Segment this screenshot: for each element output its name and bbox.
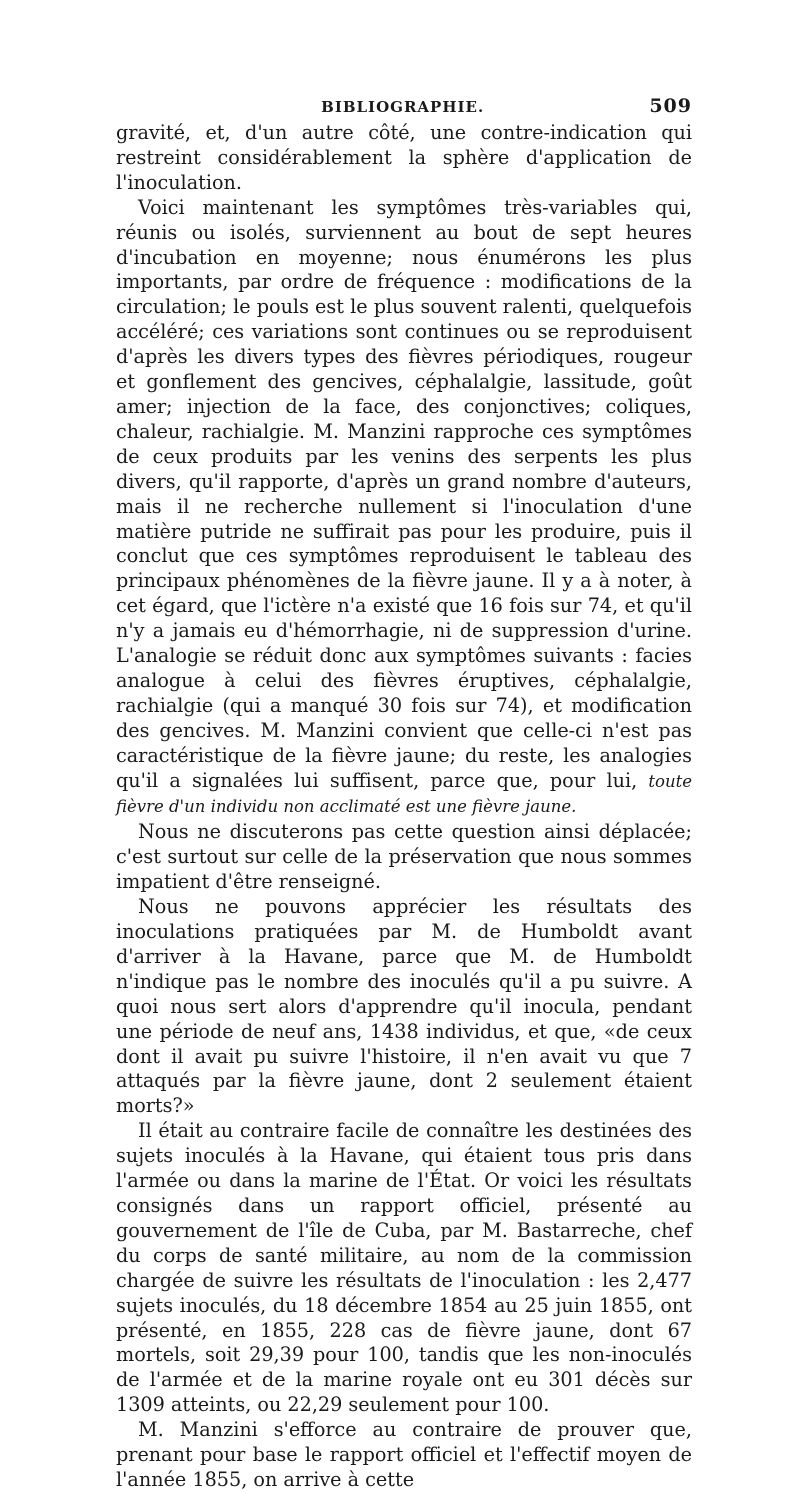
paragraph-4: Nous ne pouvons apprécier les résultats des inoculations pratiquées par M. de Humboldt avant d'arriver à la Havane, parce que M. de Humboldt n'indique pas le nombre des inoculés qu'il a pu suivre. A quoi nous sert alors d'apprendre qu'il inocula, pendant une période de neuf ans, 1438 individus, et que, «de ceux dont il avait pu suivre l'histoire, il n'en avait vu que 7 attaqués par la fièvre jaune, dont 2 seulement étaient morts?» bbox=[116, 895, 692, 1118]
paragraph-2-text: Voici maintenant les symptômes très-variables qui, réunis ou isolés, surviennent au bout de sept heures d'incubation en moyenne; nous énumérons les plus importants, par ordre de fréquence : modifications de la circulation; le pouls est le plus souvent ralenti, quelquefois accéléré; ces variations sont continues ou se reproduisent d'après les divers types des fièvres périodiques, rougeur et gonflement des gencives, céphalalgie, lassitude, goût amer; injection de la face, des conjonctives; coliques, chaleur, rachialgie. M. Manzini rapproche ces symptômes de ceux produits par les venins des serpents les plus divers, qu'il rapporte, d'après un grand nombre d'auteurs, mais il ne recherche nullement si l'inoculation d'une matière putride ne suffirait pas pour les produire, puis il conclut que ces symptômes reproduisent le tableau des principaux phénomènes de la fièvre jaune. Il y a à noter, à cet égard, que l'ictère n'a existé que 16 fois sur 74, et qu'il n'y a jamais eu d'hémorrhagie, ni de suppression d'urine. L'analogie se réduit donc aux symptômes suivants : facies analogue à celui des fièvres éruptives, céphalalgie, rachialgie (qui a manqué 30 fois sur 74), et modification des gencives. M. Manzini convient que celle-ci n'est pas caractéristique de la fièvre jaune; du reste, les analogies qu'il a signalées lui suffisent, parce que, pour lui, bbox=[116, 195, 692, 792]
paragraph-1: gravité, et, d'un autre côté, une contre-indication qui restreint considérablement la sphère d'application de l'inoculation. bbox=[116, 121, 692, 194]
running-title: BIBLIOGRAPHIE. bbox=[321, 98, 485, 116]
paragraph-3: Nous ne discuterons pas cette question ainsi déplacée; c'est surtout sur celle de la préservation que nous sommes impatient d'être renseigné. bbox=[116, 820, 692, 894]
paragraph-2-italic: toute fièvre d'un individu non acclimaté est une fièvre jaune. bbox=[116, 771, 692, 817]
page-number: 509 bbox=[649, 95, 692, 117]
paragraph-6: M. Manzini s'efforce au contraire de prouver que, prenant pour base le rapport officiel et l'effectif moyen de l'année 1855, on arrive à cette bbox=[116, 1418, 692, 1491]
running-head bbox=[116, 95, 692, 117]
body-text bbox=[116, 121, 692, 1493]
paragraph-2 bbox=[116, 196, 692, 821]
paragraph-5: Il était au contraire facile de connaître les destinées des sujets inoculés à la Havane, qui étaient tous pris dans l'armée ou dans la marine de l'État. Or voici les résultats consignés dans un rapport officiel, présenté au gouvernement de l'île de Cuba, par M. Bastarreche, chef du corps de santé militaire, au nom de la commission chargée de suivre les résultats de l'inoculation : les 2,477 sujets inoculés, du 18 décembre 1854 au 25 juin 1855, ont présenté, en 1855, 228 cas de fièvre jaune, dont 67 mortels, soit 29,39 pour 100, tandis que les non-inoculés de l'armée et de la marine royale ont eu 301 décès sur 1309 atteints, ou 22,29 seulement pour 100. bbox=[116, 1119, 692, 1417]
